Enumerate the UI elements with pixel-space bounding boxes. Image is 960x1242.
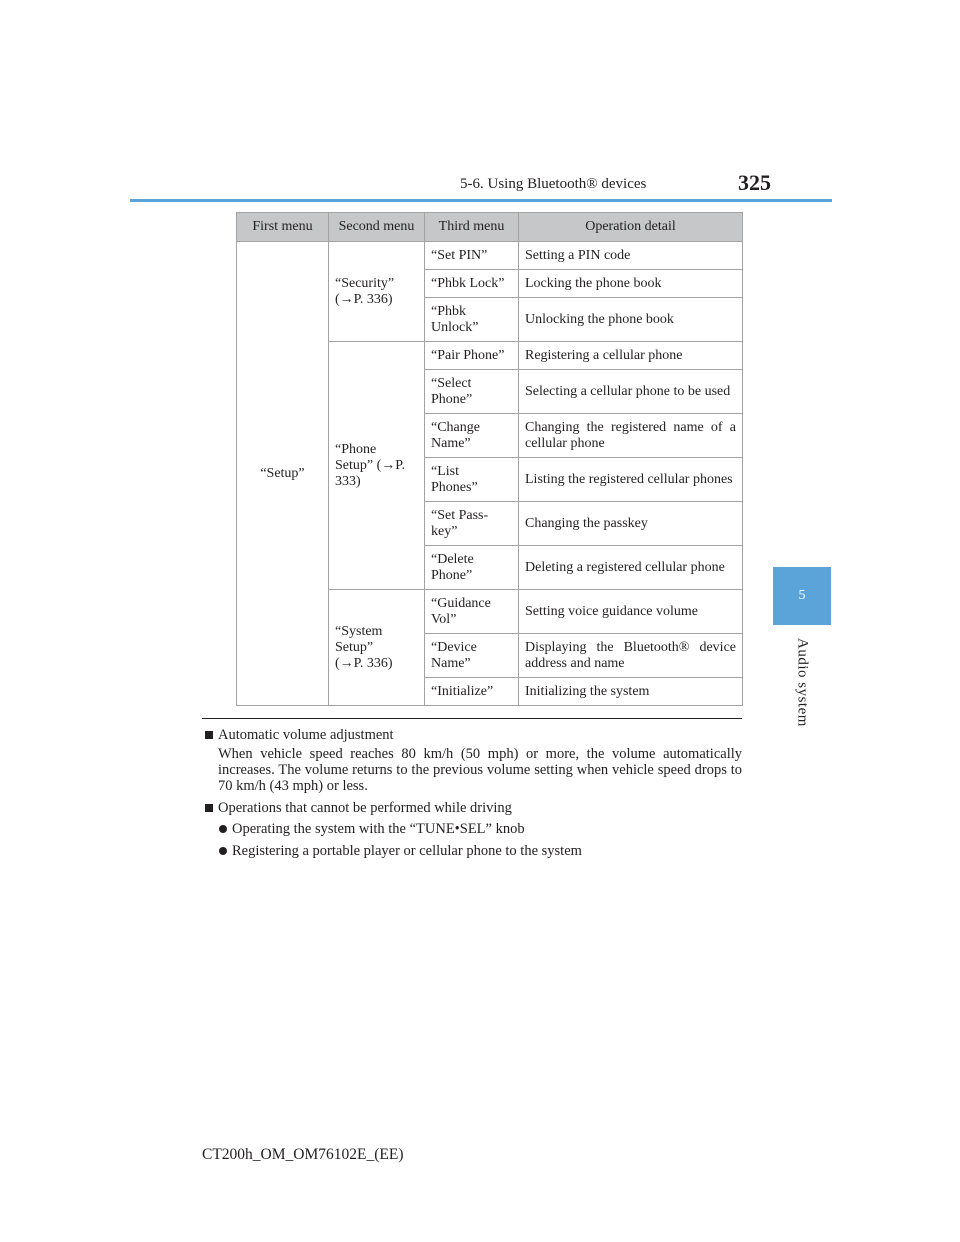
third-menu-cell: “Initialize” xyxy=(425,678,519,706)
operation-detail-cell: Setting voice guidance volume xyxy=(519,590,743,634)
note-heading-driving: Operations that cannot be performed while driving xyxy=(202,800,742,816)
second-menu-cell: “System Setup” (→P. 336) xyxy=(329,590,425,706)
chapter-tab[interactable]: 5 xyxy=(773,567,831,625)
note-body-auto-volume: When vehicle speed reaches 80 km/h (50 mph) or more, the volume automatically increases. The volume returns to the previous volume setting when vehicle speed drops to 70 km/h (43 mph) or less. xyxy=(218,746,742,794)
operation-detail-cell: Changing the passkey xyxy=(519,502,743,546)
operation-detail-cell: Selecting a cellular phone to be used xyxy=(519,370,743,414)
list-item: Registering a portable player or cellular phone to the system xyxy=(202,843,742,859)
second-menu-cell: “Security” (→P. 336) xyxy=(329,242,425,342)
menu-table xyxy=(236,212,743,706)
third-menu-cell: “List Phones” xyxy=(425,458,519,502)
third-menu-cell: “Change Name” xyxy=(425,414,519,458)
third-menu-cell: “Set PIN” xyxy=(425,242,519,270)
chapter-title-text: Audio system xyxy=(794,637,811,727)
document-code: CT200h_OM_OM76102E_(EE) xyxy=(202,1146,404,1163)
header-second-menu: Second menu xyxy=(329,213,425,242)
header-third-menu: Third menu xyxy=(425,213,519,242)
note-heading-auto-volume: Automatic volume adjustment xyxy=(202,727,742,743)
section-divider xyxy=(202,718,742,719)
operation-detail-cell: Deleting a registered cellular phone xyxy=(519,546,743,590)
third-menu-cell: “Pair Phone” xyxy=(425,342,519,370)
table-header-row xyxy=(237,213,743,242)
section-title: 5-6. Using Bluetooth® devices xyxy=(460,176,647,192)
header-operation-detail: Operation detail xyxy=(519,213,743,242)
operation-detail-cell: Changing the registered name of a cellular phone xyxy=(519,414,743,458)
third-menu-cell: “Delete Phone” xyxy=(425,546,519,590)
header-rule xyxy=(130,199,832,202)
third-menu-cell: “Phbk Unlock” xyxy=(425,298,519,342)
third-menu-cell: “Guidance Vol” xyxy=(425,590,519,634)
third-menu-cell: “Select Phone” xyxy=(425,370,519,414)
list-item: Operating the system with the “TUNE•SEL” knob xyxy=(202,821,742,837)
header-first-menu: First menu xyxy=(237,213,329,242)
third-menu-cell: “Phbk Lock” xyxy=(425,270,519,298)
operation-detail-cell: Initializing the system xyxy=(519,678,743,706)
first-menu-cell: “Setup” xyxy=(237,242,329,706)
chapter-title xyxy=(772,636,832,728)
second-menu-cell: “Phone Setup” (→P. 333) xyxy=(329,342,425,590)
table-row xyxy=(237,242,743,270)
notes-section xyxy=(202,727,742,865)
page-number: 325 xyxy=(738,170,771,195)
operation-detail-cell: Registering a cellular phone xyxy=(519,342,743,370)
operation-detail-cell: Unlocking the phone book xyxy=(519,298,743,342)
operation-detail-cell: Locking the phone book xyxy=(519,270,743,298)
third-menu-cell: “Device Name” xyxy=(425,634,519,678)
third-menu-cell: “Set Pass- key” xyxy=(425,502,519,546)
operation-detail-cell: Listing the registered cellular phones xyxy=(519,458,743,502)
operation-detail-cell: Displaying the Bluetooth® device address and name xyxy=(519,634,743,678)
operation-detail-cell: Setting a PIN code xyxy=(519,242,743,270)
